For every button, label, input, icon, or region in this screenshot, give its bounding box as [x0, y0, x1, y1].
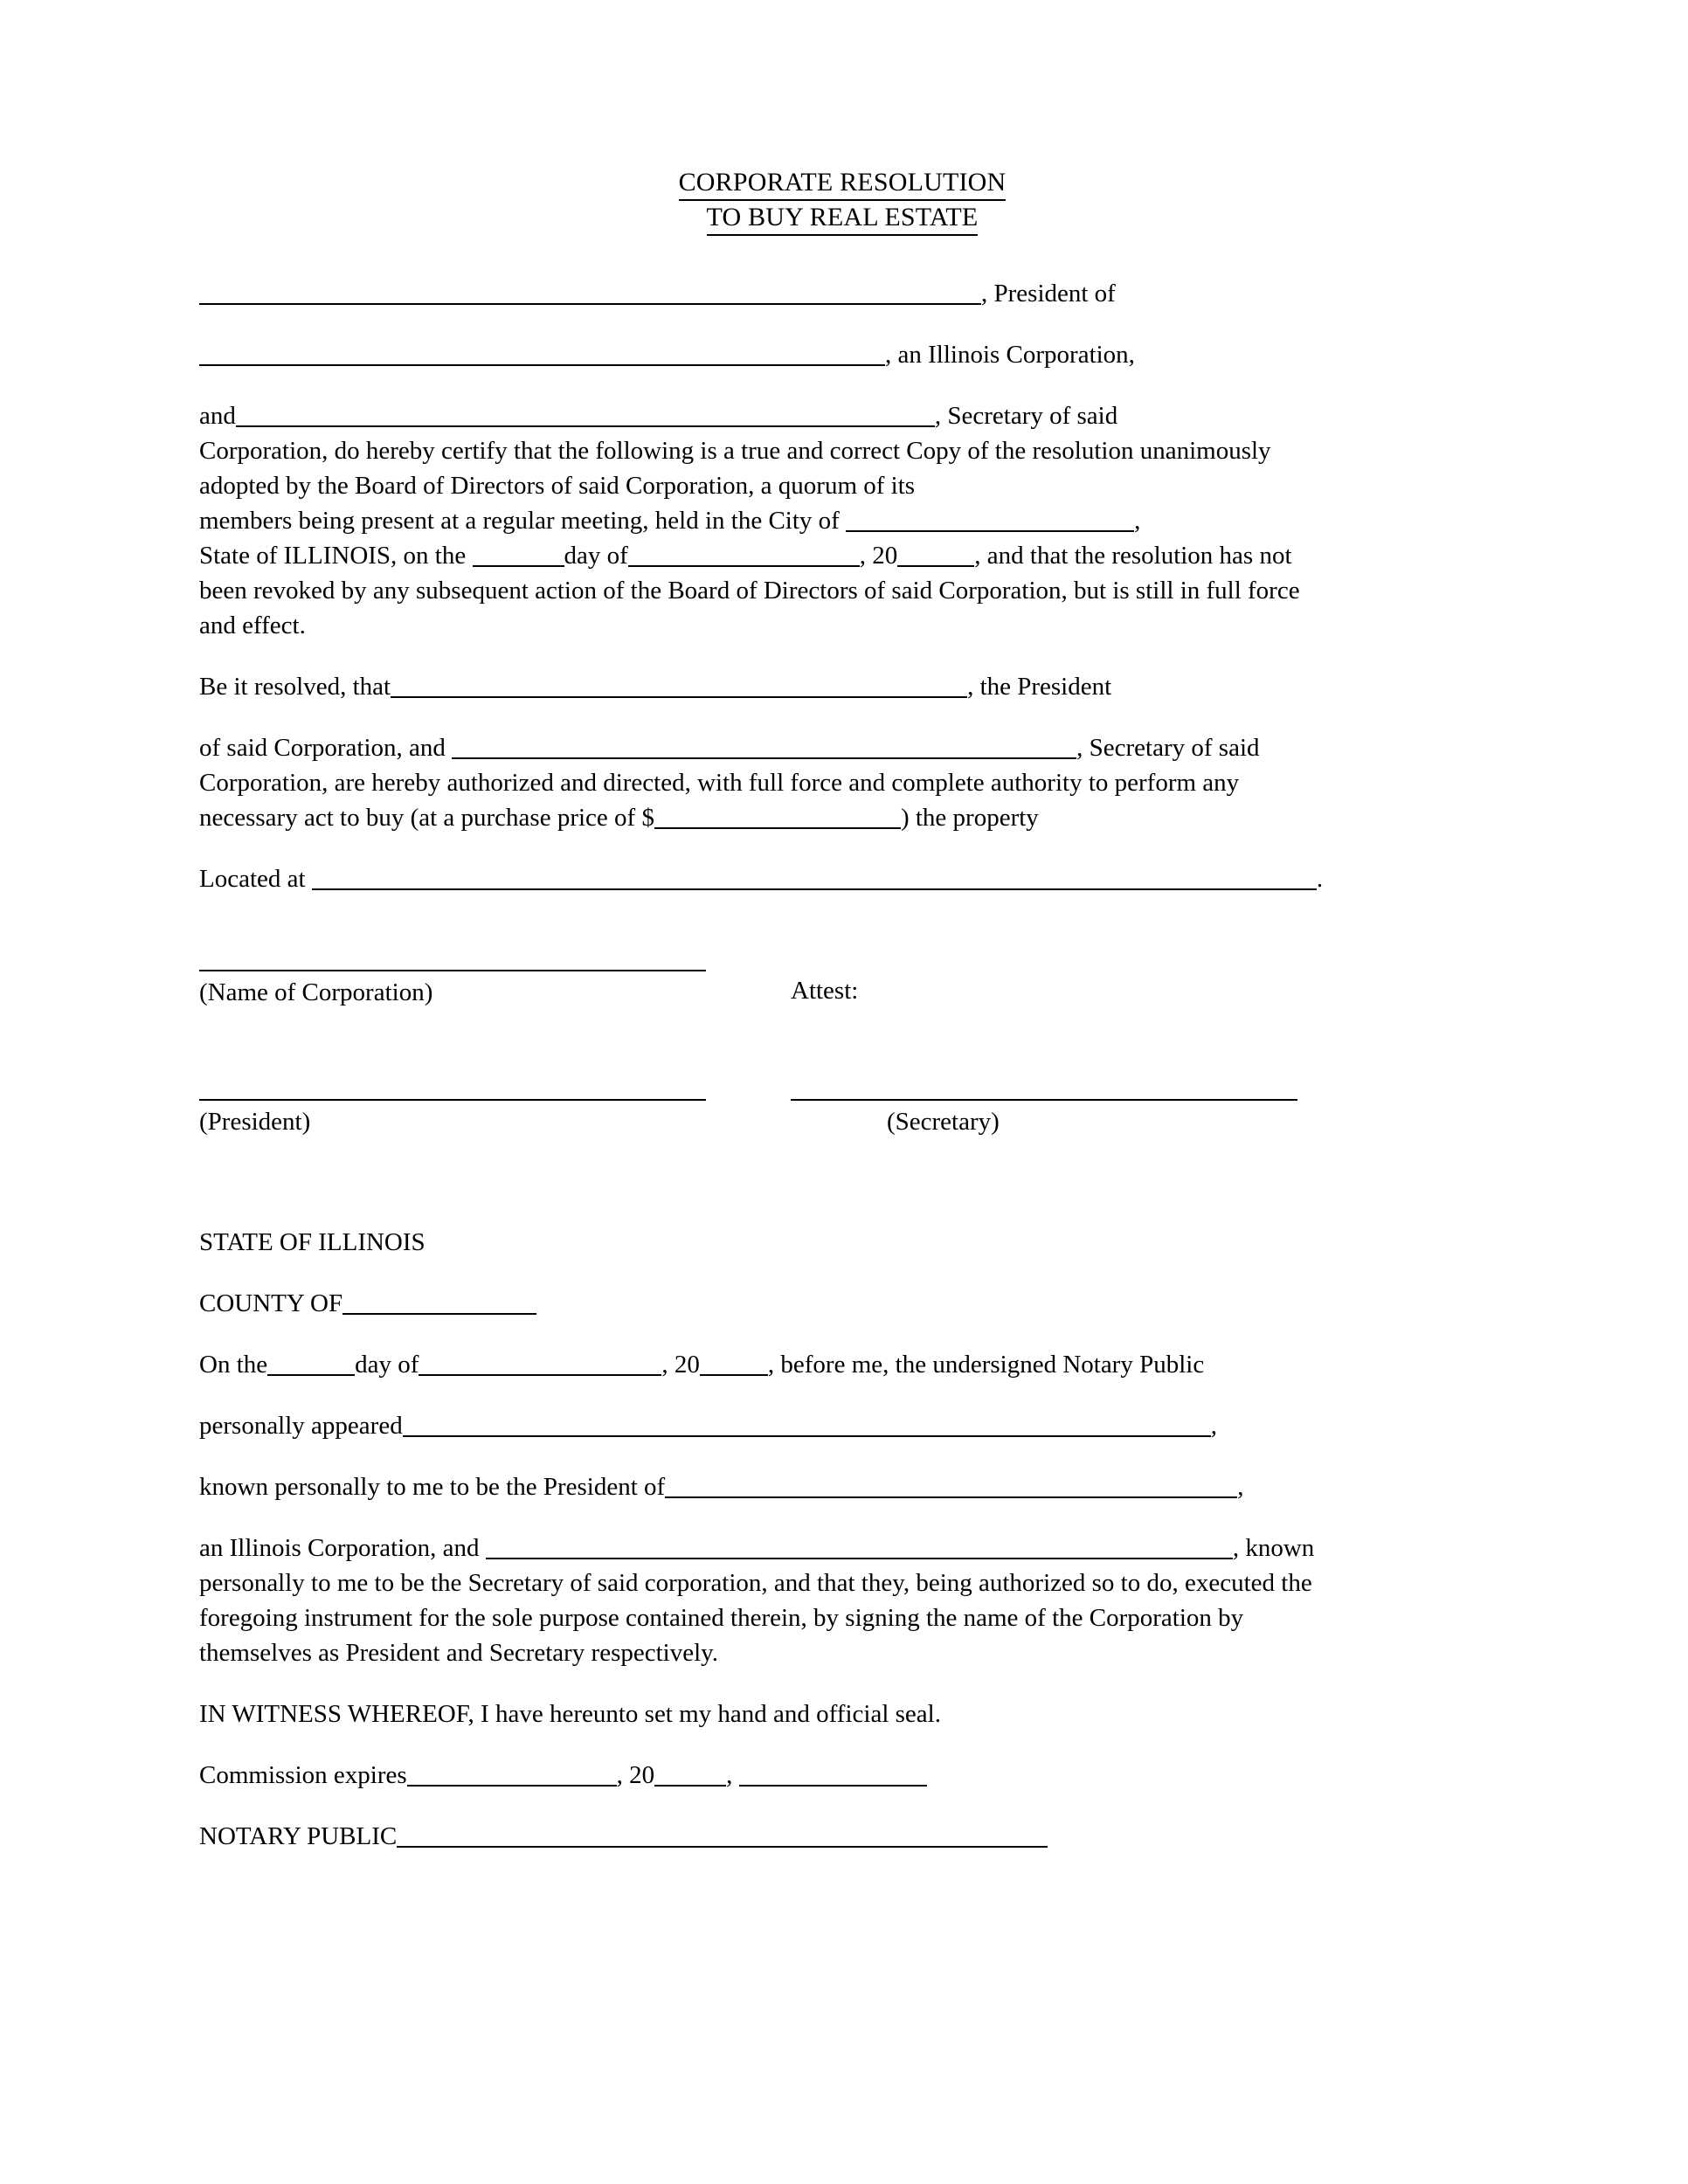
- county-of-label: COUNTY OF: [199, 1289, 343, 1317]
- day-of-label: day of: [564, 542, 628, 570]
- personally-appeared-label: personally appeared: [199, 1412, 403, 1440]
- known-secretary-line: [199, 1531, 1485, 1565]
- commission-comma-label: ,: [726, 1761, 733, 1789]
- authorization-paragraph: [199, 730, 1485, 835]
- secretary-of-said-label: , Secretary of said: [934, 402, 1118, 430]
- of-said-corporation-and-label: of said Corporation, and: [199, 734, 446, 762]
- secretary-name-blank[interactable]: [236, 403, 935, 427]
- commission-tail-blank[interactable]: [739, 1762, 927, 1787]
- certification-paragraph: [199, 398, 1485, 643]
- notary-public-signature-blank[interactable]: [397, 1823, 1048, 1848]
- located-at-label: Located at: [199, 865, 306, 893]
- an-illinois-corporation-and-label: an Illinois Corporation, and: [199, 1534, 480, 1562]
- certify-line-2: adopted by the Board of Directors of said Corporation, a quorum of its: [199, 472, 916, 500]
- commission-year-blank[interactable]: [654, 1762, 726, 1787]
- title-line-1: CORPORATE RESOLUTION: [679, 166, 1007, 201]
- acknowledgement-line-2: foregoing instrument for the sole purpose contained therein, by signing the name of the Corporation by: [199, 1604, 1244, 1632]
- purchase-price-line: [199, 800, 1485, 835]
- be-it-resolved-label: Be it resolved, that: [199, 673, 391, 701]
- president-of-label: , President of: [981, 280, 1116, 308]
- commission-year-prefix-label: , 20: [616, 1761, 655, 1789]
- members-suffix-label: ,: [1134, 507, 1141, 535]
- revoked-line: been revoked by any subsequent action of the Board of Directors of said Corporation, but is still in full force: [199, 577, 1300, 605]
- located-period-label: .: [1316, 865, 1324, 893]
- president-caption: (President): [199, 1108, 311, 1136]
- state-suffix-label: , and that the resolution has not: [974, 542, 1292, 570]
- purchase-prefix-label: necessary act to buy (at a purchase price of $: [199, 804, 654, 832]
- commission-expires-line: [199, 1758, 1485, 1793]
- corporation-name-blank[interactable]: [199, 342, 885, 366]
- notary-month-blank[interactable]: [419, 1351, 661, 1376]
- corporation-signature-row: [199, 970, 1485, 1054]
- notary-year-blank[interactable]: [700, 1351, 768, 1376]
- and-label: and: [199, 402, 236, 430]
- attest-label: Attest:: [791, 977, 859, 1005]
- name-of-corporation-caption: (Name of Corporation): [199, 978, 433, 1006]
- county-of-line: [199, 1286, 1485, 1321]
- acknowledgement-line-3: themselves as President and Secretary respectively.: [199, 1639, 719, 1667]
- document-title: [199, 166, 1485, 236]
- attest-cell: [791, 970, 1297, 1008]
- signature-block: [199, 970, 1485, 1183]
- commission-expires-label: Commission expires: [199, 1761, 407, 1789]
- known-president-comma-label: ,: [1237, 1473, 1244, 1501]
- meeting-year-blank[interactable]: [897, 543, 974, 567]
- resolved-secretary-line: [199, 730, 1485, 765]
- president-name-line: [199, 276, 1485, 311]
- appeared-comma-label: ,: [1210, 1412, 1217, 1440]
- the-president-label: , the President: [967, 673, 1112, 701]
- purchase-suffix-label: ) the property: [900, 804, 1039, 832]
- document-body: [199, 166, 1485, 1880]
- state-of-illinois-line: STATE OF ILLINOIS: [199, 1228, 425, 1256]
- known-president-line: [199, 1469, 1485, 1504]
- purchase-price-blank[interactable]: [654, 805, 901, 829]
- members-prefix-label: members being present at a regular meeting, held in the City of: [199, 507, 840, 535]
- resolution-secretary-of-said-label: , Secretary of said: [1076, 734, 1260, 762]
- known-president-prefix-label: known personally to me to be the President of: [199, 1473, 666, 1501]
- notary-public-line: [199, 1819, 1485, 1854]
- known-secretary-blank[interactable]: [486, 1535, 1233, 1559]
- property-location-blank[interactable]: [312, 866, 1317, 890]
- president-name-blank[interactable]: [199, 280, 981, 305]
- located-at-line: [199, 861, 1485, 896]
- meeting-city-line: [199, 503, 1485, 538]
- certify-line-1: Corporation, do hereby certify that the following is a true and correct Copy of the resolution unanimously: [199, 437, 1271, 465]
- resolved-secretary-blank[interactable]: [452, 735, 1076, 759]
- an-illinois-corporation-label: , an Illinois Corporation,: [885, 341, 1135, 369]
- secretary-caption: (Secretary): [887, 1108, 1000, 1136]
- state-prefix-label: State of ILLINOIS, on the: [199, 542, 467, 570]
- meeting-month-blank[interactable]: [628, 543, 860, 567]
- notary-day-of-label: day of: [355, 1351, 419, 1379]
- authorized-line: Corporation, are hereby authorized and directed, with full force and complete authority to perform any: [199, 769, 1240, 797]
- county-blank[interactable]: [342, 1290, 536, 1315]
- acknowledgement-paragraph: [199, 1531, 1485, 1670]
- appeared-name-blank[interactable]: [403, 1413, 1211, 1437]
- officer-signature-row: [199, 1099, 1485, 1183]
- secretary-signature-cell: [791, 1099, 1297, 1139]
- notary-day-blank[interactable]: [267, 1351, 355, 1376]
- secretary-name-line: [199, 398, 1485, 433]
- notary-public-label: NOTARY PUBLIC: [199, 1822, 398, 1850]
- before-me-label: , before me, the undersigned Notary Public: [767, 1351, 1205, 1379]
- known-president-blank[interactable]: [665, 1474, 1237, 1498]
- notary-year-prefix-label: , 20: [661, 1351, 700, 1379]
- be-it-resolved-line: [199, 669, 1485, 704]
- city-blank[interactable]: [846, 508, 1134, 532]
- commission-expires-blank[interactable]: [407, 1762, 617, 1787]
- meeting-day-blank[interactable]: [473, 543, 564, 567]
- personally-appeared-line: [199, 1408, 1485, 1443]
- on-the-label: On the: [199, 1351, 268, 1379]
- effect-line: and effect.: [199, 612, 306, 639]
- resolved-president-blank[interactable]: [391, 674, 967, 698]
- notary-date-line: [199, 1347, 1485, 1382]
- corporation-name-line: [199, 337, 1485, 372]
- known-suffix-label: , known: [1232, 1534, 1315, 1562]
- corporation-name-cell: [199, 970, 706, 1010]
- meeting-date-line: [199, 538, 1485, 573]
- year-prefix-label: , 20: [859, 542, 898, 570]
- president-signature-cell: [199, 1099, 706, 1139]
- in-witness-whereof-line: IN WITNESS WHEREOF, I have hereunto set my hand and official seal.: [199, 1700, 941, 1728]
- acknowledgement-line-1: personally to me to be the Secretary of said corporation, and that they, being authorized so to do, executed the: [199, 1569, 1312, 1597]
- title-line-2: TO BUY REAL ESTATE: [707, 201, 979, 236]
